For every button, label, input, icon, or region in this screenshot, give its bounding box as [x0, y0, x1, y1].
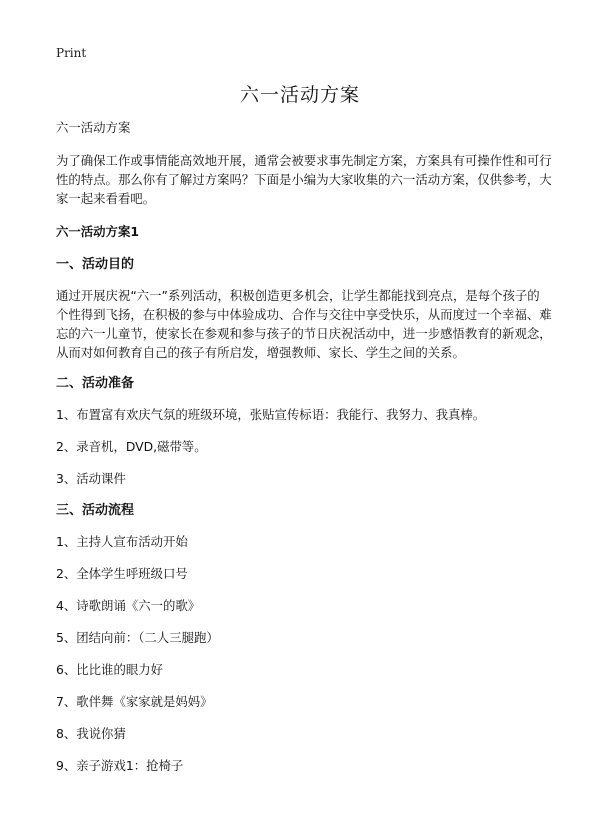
flow-heading: 三、活动流程 [56, 503, 135, 518]
flow-item: 7、歌伴舞《家家就是妈妈》 [56, 694, 213, 709]
intro-paragraph: 为了确保工作或事情能高效地开展，通常会被要求事先制定方案，方案具有可操作性和可行性的特点。那么你有了解过方案吗？下面是小编为大家收集的六一活动方案，仅供参考，大家一起来看看吧。 [56, 153, 552, 206]
document-subtitle: 六一活动方案 [56, 120, 131, 135]
plan-label: 六一活动方案1 [56, 224, 139, 239]
preparation-item: 1、布置富有欢庆气氛的班级环境，张贴宣传标语：我能行、我努力、我真棒。 [56, 407, 486, 422]
preparation-item: 3、活动课件 [56, 471, 126, 486]
flow-item: 8、我说你猜 [56, 726, 126, 741]
flow-item: 6、比比谁的眼力好 [56, 662, 164, 677]
print-link[interactable]: Print [56, 46, 87, 60]
preparation-item: 2、录音机，DVD,磁带等。 [56, 439, 207, 454]
purpose-heading: 一、活动目的 [56, 257, 135, 272]
page-title: 六一活动方案 [239, 84, 360, 106]
flow-item: 2、全体学生呼班级口号 [56, 566, 188, 581]
purpose-paragraph: 通过开展庆祝“六一”系列活动，积极创造更多机会，让学生都能找到亮点，是每个孩子的个性得到飞扬，在积极的参与中体验成功、合作与交往中享受快乐，从而度过一个幸福、难忘的六一儿童节，使家长在参观和参与孩子的节日庆祝活动中，进一步感悟教育的新观念，从而对如何教育自己的孩子有所启发，增强教师、家长、学生之间的关系。 [56, 288, 552, 360]
flow-item: 4、诗歌朗诵《六一的歌》 [56, 598, 201, 613]
flow-item: 5、团结向前：（二人三腿跑） [56, 630, 219, 645]
flow-item: 9、亲子游戏1：抢椅子 [56, 758, 184, 773]
document-body [56, 118, 552, 788]
flow-item: 1、主持人宣布活动开始 [56, 534, 188, 549]
preparation-heading: 二、活动准备 [56, 376, 135, 391]
